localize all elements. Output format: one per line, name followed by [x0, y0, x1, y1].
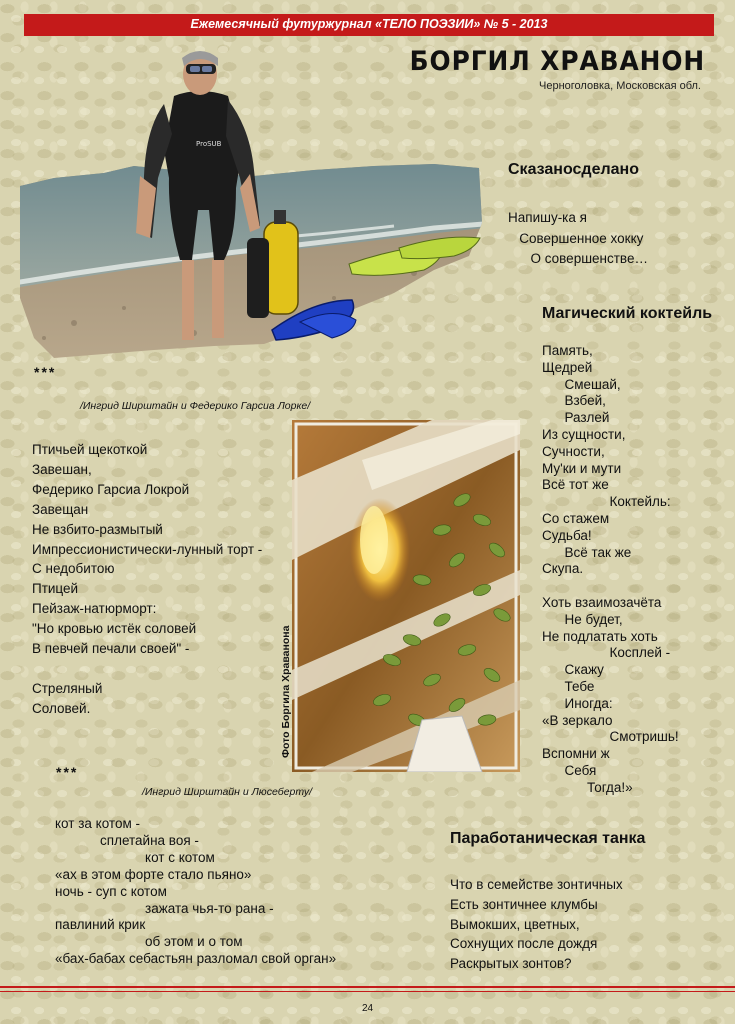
poem-line: Судьба!: [542, 527, 592, 543]
poem3-body: [32, 440, 262, 719]
poem-line: Не взбито-размытый: [32, 521, 163, 537]
poem-line: В певчей печали своей" -: [32, 641, 190, 657]
diver-beach-photo: [14, 38, 484, 360]
poem-line: С недобитою: [32, 561, 115, 577]
poem-line: Завещан: [32, 501, 89, 517]
poem-line: [542, 578, 679, 595]
poem-line: Птичьей щекоткой: [32, 442, 148, 457]
poem-line: Со стажем: [542, 510, 610, 526]
poem-line: Коктейль:: [542, 494, 671, 510]
footer-rule-thin: [0, 991, 735, 992]
poem-line: Совершенное хокку: [508, 230, 644, 246]
poem-line: Смотришь!: [542, 729, 679, 745]
poem3-dedication: /Ингрид Ширштайн и Федерико Гарсиа Лорке/: [80, 400, 311, 412]
poem-line: об этом и о том: [55, 934, 243, 950]
poem-line: Федерико Гарсиа Локрой: [32, 481, 190, 497]
poem-line: ночь - суп с котом: [55, 883, 167, 899]
poem2-body: [542, 343, 679, 797]
poem-line: Хоть взаимозачёта: [542, 594, 662, 610]
photo-credit: Фото Боргила Храванона: [280, 625, 292, 758]
poem3-stars: ***: [34, 364, 57, 380]
poem2-title: Магический коктейль: [542, 305, 713, 322]
poem-line: Тогда!»: [542, 779, 633, 795]
poem-line: Не подлатать хоть: [542, 628, 658, 644]
page-number: 24: [361, 1003, 374, 1014]
poem-line: Пейзаж-натюрморт:: [32, 601, 157, 617]
poem-line: Птицей: [32, 581, 79, 597]
poem-line: [32, 659, 262, 679]
poem-line: «ах в этом форте стало пьяно»: [55, 866, 252, 882]
poem-line: Сучности,: [542, 443, 605, 459]
poem-line: Вспомни ж: [542, 746, 610, 762]
footer-rule: [0, 986, 735, 988]
poem-line: О совершенстве…: [508, 251, 648, 266]
poem4-stars: ***: [56, 764, 79, 780]
poem-line: Скажу: [542, 662, 604, 678]
poem-line: «бах-бабах себастьян разломал свой орган»: [55, 951, 337, 967]
poem-line: Сохнущих после дождя: [450, 936, 598, 952]
poem-line: Напишу-ка я: [508, 210, 587, 225]
poem-line: Не будет,: [542, 611, 623, 627]
poem-line: «В зеркало: [542, 712, 613, 728]
poem1-title: Сказаносделано: [508, 161, 639, 178]
poem-line: кот с котом: [55, 849, 215, 865]
poem-line: Всё тот же: [542, 477, 609, 493]
poem-line: Щедрей: [542, 359, 593, 375]
poem-line: Косплей -: [542, 645, 671, 661]
poem-line: Память,: [542, 343, 593, 358]
poem-line: Из сущности,: [542, 426, 626, 442]
poem-line: Вымокших, цветных,: [450, 916, 580, 932]
poem-line: Разлей: [542, 410, 610, 426]
poem-line: зажата чья-то рана -: [55, 900, 274, 916]
poem-line: Взбей,: [542, 393, 606, 409]
wetsuit-logo: ProSUB: [196, 140, 222, 148]
poem-line: кот за котом -: [55, 816, 140, 831]
poem-line: Что в семействе зонтичных: [450, 877, 623, 892]
poem1-body: [508, 208, 648, 270]
poem-line: Скупа.: [542, 561, 584, 577]
window-plant-photo: [292, 420, 520, 772]
poem-line: Смешай,: [542, 376, 621, 392]
poem-line: Му'ки и мути: [542, 460, 622, 476]
journal-banner: Ежемесячный футуржурнал «ТЕЛО ПОЭЗИИ» № 5 - 2013: [24, 14, 714, 36]
poem-line: Тебе: [542, 678, 595, 694]
author-city: Черноголовка, Московская обл.: [539, 80, 701, 92]
poem4-dedication: /Ингрид Ширштайн и Люсеберту/: [142, 786, 313, 798]
poem-line: Завешан,: [32, 461, 92, 477]
poem-line: Всё так же: [542, 544, 632, 560]
poem-line: Раскрытых зонтов?: [450, 956, 572, 972]
poem5-title: Паработаническая танка: [450, 830, 646, 847]
poem-line: Себя: [542, 762, 597, 778]
poem4-body: [55, 816, 336, 968]
poem-line: Иногда:: [542, 695, 613, 711]
poem-line: Импрессионистически-лунный торт -: [32, 541, 263, 557]
author-name: БОРГИЛ ХРАВАНОН: [409, 46, 705, 77]
poem-line: "Но кровью истёк соловей: [32, 621, 197, 637]
poem-line: Есть зонтичнее клумбы: [450, 896, 598, 912]
poem-line: павлиний крик: [55, 917, 146, 933]
poem-line: сплетайна воя -: [55, 832, 199, 848]
poem5-body: [450, 875, 623, 974]
poem-line: Соловей.: [32, 700, 91, 716]
poem-line: Стреляный: [32, 680, 103, 696]
